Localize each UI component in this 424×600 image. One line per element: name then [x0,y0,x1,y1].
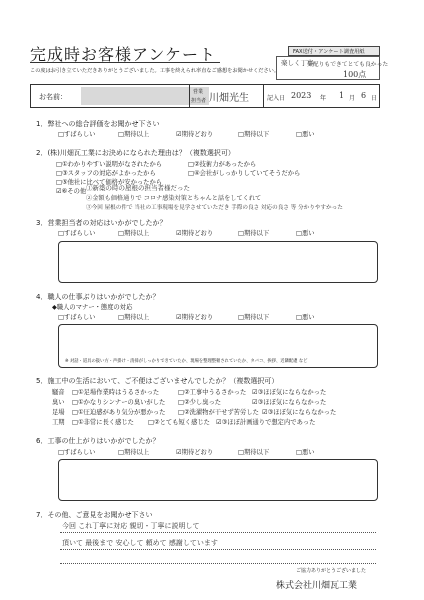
q4-option-2[interactable]: ☑期待どおり [176,314,214,321]
q4-option-1[interactable]: □期待以上 [118,314,150,321]
q6-label: 6．工事の仕上がりはいかがでしたか？ [36,437,160,445]
q6-option-2[interactable]: ☑期待どおり [176,449,214,456]
q4-comment-box[interactable] [58,324,378,368]
survey-intro: この度はお引き立ていただきありがとうございました。工事を終えられ率直なご感想をお聞かせください。 [30,68,280,74]
q3-option-3[interactable]: □期待以下 [238,230,270,237]
q3-option-0[interactable]: □すばらしい [58,230,96,237]
q5-label: 5．施工中の生活において、ご不便はございませんでしたか？（複数選択可） [36,377,279,385]
q2-option-1[interactable]: □①わかりやすい説明がなされたから [56,161,163,168]
q1-option-2[interactable]: ☑期待どおり [176,131,214,138]
q2-label: 2．(株)川畑瓦工業にお決めになられた理由は？（複数選択可） [36,149,235,157]
date-label: 記入日 [267,95,286,102]
score-value: 100点 [343,70,367,79]
q4-option-4[interactable]: □悪い [296,314,315,321]
q6-option-3[interactable]: □期待以下 [238,449,270,456]
customer-info-row: お名前： 営業 担当者 川畑光生 記入日 2023 年 1 月 6 日 [30,84,380,108]
fax-stamp-text: FAX送付・アンケート調査用紙 [293,49,365,55]
q2-other-note-2: ②金額も価格通りで コロナ感染対策とちゃんと話をしてくれて [86,195,262,202]
handwritten-note-line2: 気配りもできてとても良かった [307,62,389,68]
q2-option-3[interactable]: □③スタッフの対応がよかったから [56,170,156,177]
q4-option-3[interactable]: □期待以下 [238,314,270,321]
survey-page: 完成時お客様アンケート この度はお引き立ていただきありがとうございました。工事を終えられ率直なご感想をお聞かせください。 FAX送付・アンケート調査用紙 楽しく丁寧 気配りもできてとても良かった 100点 お名前： 営業 担当者 川畑光生 記入日 2023 年 1 月 6 日 1．弊社への総合評価をお聞かせ下さい □すばらしい □期待以上 ☑期待どおり □期待以下 □悪い 2．(株)川畑瓦工業にお決めになられた理由は？（複数選択可） □①わかりやすい説明がなされたから □②技術力があったから □③スタッフの対応がよかったから □④会社がしっかりしていてそうだから □⑤他社に比べて価格が安かったから ☑⑥その他 ①新築の時の屋根の担当者様だった ②金額も価格通りで コロナ感染対策とちゃんと話をしてくれて ③今回 屋根の件で 当社の工事現場を見学させていただき 手際の良さ 対応の良さ 等 分かりやすかった 3．営業担当者の対応はいかがでしたか？ □すばらしい □期待以上 ☑期待どおり □期待以下 □悪い 4．職人の仕事ぶりはいかがでしたか？ ◆職人のマナー・態度の対応 □すばらしい □期待以上 ☑期待どおり □期待以下 □悪い ※ 対話・道具の扱い方・声掛け・清掃がしっかりできていたか、現場を整理整頓されていたか、タバコ、挨拶、近隣配慮 など 5．施工中の生活において、ご不便はございませんでしたか？（複数選択可） 騒音 □①足場作業時はうるさかった □②工事中うるさかった ☑③ほぼ気にならなかった 臭い □①かなりシンナーの臭いがした □②少し臭った ☑③ほぼ気にならなかった 足場 □①圧迫感があり気分が悪かった □②洗濯物が干せず苦労した ☑③ほぼ気にならなかった 工期 □①非常に長く感じた □②とても短く感じた ☑③ほぼ計画通りで想定内であった 6．工事の仕上がりはいかがでしたか？ □すばらしい □期待以上 ☑期待どおり □期待以下 □悪い 7．その他、ご意見をお聞かせ下さい 今回 これ丁寧に対応 親切・丁寧に説明して 頂いて 最後まで 安心して 頼めて 感謝しています ご協力ありがとうございました 株式会社川畑瓦工業 [0,0,424,600]
q5-scaffold-opt-3[interactable]: ☑③ほぼ気にならなかった [262,409,337,416]
name-label: お名前： [39,93,67,101]
q5-smell-opt-2[interactable]: □②少し臭った [178,399,222,406]
q6-option-4[interactable]: □悪い [296,449,315,456]
rep-name: 川畑光生 [209,93,249,104]
q5-smell-opt-1[interactable]: □①かなりシンナーの臭いがした [72,399,166,406]
q1-label: 1．弊社への総合評価をお聞かせ下さい [36,120,160,128]
survey-title: 完成時お客様アンケート [30,45,217,64]
q7-comment-line2: 頂いて 最後まで 安心して 頼めて 感謝しています [62,539,218,547]
company-name: 株式会社川畑瓦工業 [276,581,358,591]
date-year: 2023 [291,91,312,100]
handwritten-note-line1: 楽しく丁寧 [281,59,314,67]
q2-option-2[interactable]: □②技術力があったから [188,161,257,168]
handwritten-note-box [276,56,389,80]
q2-other-note-1: ①新築の時の屋根の担当者様だった [86,184,190,192]
rep-label-top: 営業 [193,89,204,95]
q1-option-0[interactable]: □すばらしい [58,131,96,138]
q5-noise-opt-1[interactable]: □①足場作業時はうるさかった [72,389,160,396]
q6-comment-box[interactable] [58,459,378,501]
q1-option-4[interactable]: □悪い [296,131,315,138]
q4-option-0[interactable]: □すばらしい [58,314,96,321]
date-day: 6 [361,91,367,100]
q5-noise-opt-2[interactable]: □②工事中うるさかった [178,389,247,396]
title-underline [30,62,220,63]
q2-option-6[interactable]: ☑⑥その他 [56,188,87,195]
q5-smell-opt-3[interactable]: ☑③ほぼ気にならなかった [252,399,327,406]
q7-thanks: ご協力ありがとうございました [296,568,367,574]
q1-option-3[interactable]: □期待以下 [238,131,270,138]
q7-label: 7．その他、ご意見をお聞かせ下さい [36,511,153,519]
q5-noise-opt-3[interactable]: ☑③ほぼ気にならなかった [252,389,327,396]
q5-period-opt-2[interactable]: □②とても短く感じた [148,419,210,426]
q5-period-opt-1[interactable]: □①非常に長く感じた [72,419,134,426]
q4-label: 4．職人の仕事ぶりはいかがでしたか？ [36,293,160,301]
q3-comment-box[interactable] [58,241,378,283]
q5-scaffold-opt-1[interactable]: □①圧迫感があり気分が悪かった [72,409,166,416]
q2-option-4[interactable]: □④会社がしっかりしていてそうだから [188,170,301,177]
q3-option-2[interactable]: ☑期待どおり [176,230,214,237]
q3-option-4[interactable]: □悪い [296,230,315,237]
fax-stamp [288,46,380,56]
q3-label: 3．営業担当者の対応はいかがでしたか？ [36,219,167,227]
q1-option-1[interactable]: □期待以上 [118,131,150,138]
q4-footnote: ※ 対話・道具の扱い方・声掛け・清掃がしっかりできていたか、現場を整理整頓されていたか、タバコ、挨拶、近隣配慮 など [65,359,308,364]
q7-comment-line1: 今回 これ丁寧に対応 親切・丁寧に説明して [62,522,200,530]
q5-period-opt-3[interactable]: ☑③ほぼ計画通りで想定内であった [216,419,316,426]
q3-option-1[interactable]: □期待以上 [118,230,150,237]
q6-option-1[interactable]: □期待以上 [118,449,150,456]
q5-scaffold-opt-2[interactable]: □②洗濯物が干せず苦労した [178,409,259,416]
date-month: 1 [339,91,345,100]
q2-option-5[interactable]: □⑤他社に比べて価格が安かったから [56,179,163,186]
rep-label-bottom: 担当者 [191,98,207,104]
q6-option-0[interactable]: □すばらしい [58,449,96,456]
q4-sub-label: ◆職人のマナー・態度の対応 [52,304,133,311]
q2-other-note-3: ③今回 屋根の件で 当社の工事現場を見学させていただき 手際の良さ 対応の良さ 等 分かりやすかった [86,205,343,211]
